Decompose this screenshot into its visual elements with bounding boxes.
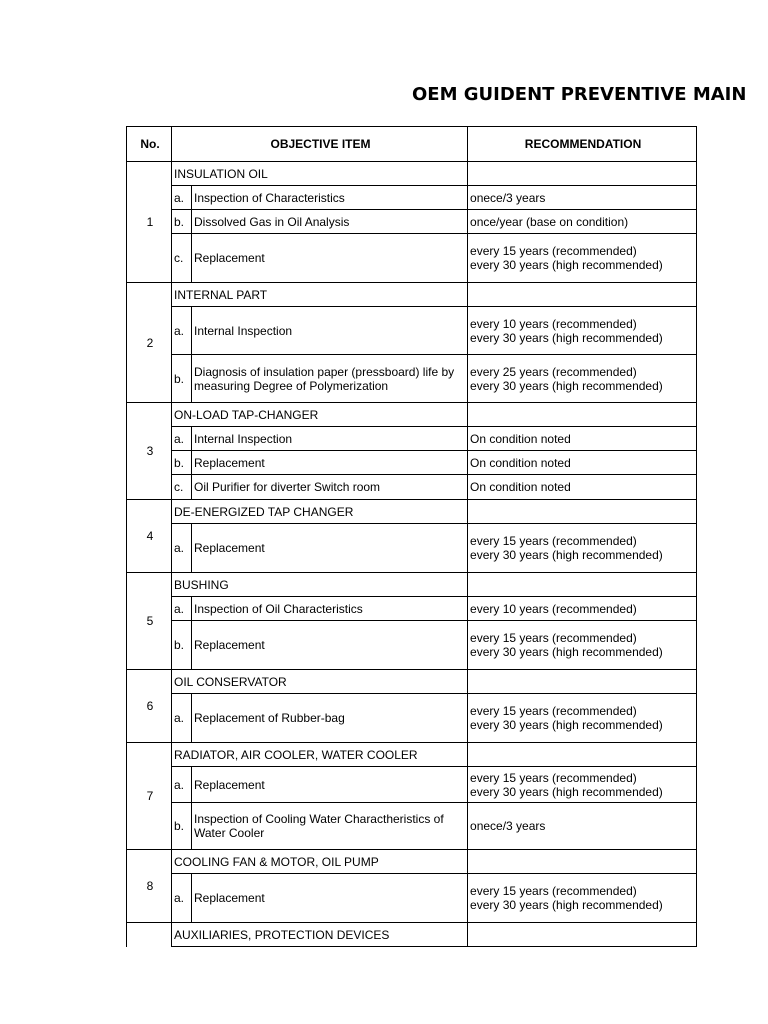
header-row xyxy=(127,127,697,162)
group-heading-row xyxy=(127,500,697,524)
recommendation xyxy=(468,234,697,283)
header-recommendation: RECOMMENDATION xyxy=(468,127,697,162)
group-heading-recommendation xyxy=(468,403,697,427)
table-row xyxy=(127,427,697,451)
item-letter: b. xyxy=(172,803,192,850)
recommendation-line: every 30 years (high recommended) xyxy=(470,718,663,732)
group-heading-row xyxy=(127,743,697,767)
group-heading: AUXILIARIES, PROTECTION DEVICES xyxy=(172,923,468,947)
objective-item: Inspection of Oil Characteristics xyxy=(192,597,468,621)
recommendation-line: every 15 years (recommended) xyxy=(470,884,637,898)
group-number: 8 xyxy=(127,850,172,923)
objective-item: Replacement xyxy=(192,874,468,923)
item-letter: a. xyxy=(172,767,192,803)
recommendation-line: every 10 years (recommended) xyxy=(470,601,637,616)
table-body xyxy=(127,162,697,947)
group-number: 1 xyxy=(127,162,172,283)
recommendation-line: every 15 years (recommended) xyxy=(470,244,637,258)
objective-item: Internal Inspection xyxy=(192,307,468,355)
group-heading-row xyxy=(127,670,697,694)
objective-item: Replacement xyxy=(192,234,468,283)
group-heading-row xyxy=(127,573,697,597)
recommendation xyxy=(468,427,697,451)
item-letter: b. xyxy=(172,355,192,403)
group-heading-recommendation xyxy=(468,500,697,524)
group-heading: INSULATION OIL xyxy=(172,162,468,186)
item-letter: a. xyxy=(172,427,192,451)
recommendation xyxy=(468,210,697,234)
group-heading-recommendation xyxy=(468,670,697,694)
objective-item: Internal Inspection xyxy=(192,427,468,451)
recommendation-line: every 30 years (high recommended) xyxy=(470,784,663,799)
group-heading: ON-LOAD TAP-CHANGER xyxy=(172,403,468,427)
page-bottom-blank xyxy=(126,950,696,1024)
group-heading-recommendation xyxy=(468,923,697,947)
item-letter: a. xyxy=(172,186,192,210)
objective-item: Replacement xyxy=(192,524,468,573)
objective-item: Inspection of Cooling Water Charactheristics of Water Cooler xyxy=(192,803,468,850)
recommendation-line: every 15 years (recommended) xyxy=(470,770,637,785)
recommendation xyxy=(468,621,697,670)
group-heading: RADIATOR, AIR COOLER, WATER COOLER xyxy=(172,743,468,767)
objective-item: Replacement xyxy=(192,621,468,670)
item-letter: c. xyxy=(172,475,192,500)
item-letter: a. xyxy=(172,307,192,355)
group-heading-recommendation xyxy=(468,743,697,767)
recommendation xyxy=(468,597,697,621)
group-heading: BUSHING xyxy=(172,573,468,597)
item-letter: b. xyxy=(172,210,192,234)
table-row xyxy=(127,355,697,403)
group-number: 3 xyxy=(127,403,172,500)
table-row xyxy=(127,621,697,670)
recommendation xyxy=(468,524,697,573)
group-heading: COOLING FAN & MOTOR, OIL PUMP xyxy=(172,850,468,874)
table-row xyxy=(127,874,697,923)
recommendation-line: On condition noted xyxy=(470,431,571,446)
item-letter: a. xyxy=(172,874,192,923)
recommendation xyxy=(468,874,697,923)
recommendation xyxy=(468,694,697,743)
header-no: No. xyxy=(127,127,172,162)
table-row xyxy=(127,694,697,743)
recommendation xyxy=(468,803,697,850)
group-heading: DE-ENERGIZED TAP CHANGER xyxy=(172,500,468,524)
objective-item: Diagnosis of insulation paper (pressboard) life by measuring Degree of Polymerization xyxy=(192,355,468,403)
item-letter: b. xyxy=(172,621,192,670)
group-number: 2 xyxy=(127,283,172,403)
recommendation-line: every 10 years (recommended) xyxy=(470,316,637,331)
document-title: OEM GUIDENT PREVENTIVE MAIN xyxy=(412,84,747,105)
table-row xyxy=(127,210,697,234)
table-row xyxy=(127,307,697,355)
header-objective-item: OBJECTIVE ITEM xyxy=(172,127,468,162)
recommendation-line: every 30 years (high recommended) xyxy=(470,645,663,659)
group-heading-row xyxy=(127,923,697,947)
recommendation-line: every 30 years (high recommended) xyxy=(470,378,663,393)
recommendation-line: every 30 years (high recommended) xyxy=(470,258,663,272)
objective-item: Replacement xyxy=(192,451,468,475)
recommendation-line: On condition noted xyxy=(470,455,571,470)
recommendation-line: every 30 years (high recommended) xyxy=(470,898,663,912)
group-heading-row xyxy=(127,283,697,307)
table-row xyxy=(127,186,697,210)
table-row xyxy=(127,234,697,283)
table-row xyxy=(127,803,697,850)
objective-item: Inspection of Characteristics xyxy=(192,186,468,210)
recommendation-line: every 30 years (high recommended) xyxy=(470,548,663,562)
maintenance-table xyxy=(126,126,697,947)
recommendation-line: every 30 years (high recommended) xyxy=(470,330,663,345)
group-heading-row xyxy=(127,403,697,427)
group-number: 6 xyxy=(127,670,172,743)
recommendation xyxy=(468,475,697,500)
item-letter: a. xyxy=(172,694,192,743)
recommendation-line: onece/3 years xyxy=(470,819,546,833)
group-number: 5 xyxy=(127,573,172,670)
item-letter: c. xyxy=(172,234,192,283)
group-heading-row xyxy=(127,162,697,186)
objective-item: Replacement of Rubber-bag xyxy=(192,694,468,743)
recommendation-line: every 15 years (recommended) xyxy=(470,631,637,645)
objective-item: Oil Purifier for diverter Switch room xyxy=(192,475,468,500)
group-heading: OIL CONSERVATOR xyxy=(172,670,468,694)
recommendation-line: onece/3 years xyxy=(470,190,546,205)
recommendation-line: every 15 years (recommended) xyxy=(470,704,637,718)
recommendation-line: every 25 years (recommended) xyxy=(470,364,637,379)
recommendation xyxy=(468,767,697,803)
table-row xyxy=(127,524,697,573)
table-row xyxy=(127,451,697,475)
group-heading: INTERNAL PART xyxy=(172,283,468,307)
group-heading-row xyxy=(127,850,697,874)
objective-item: Dissolved Gas in Oil Analysis xyxy=(192,210,468,234)
item-letter: b. xyxy=(172,451,192,475)
group-heading-recommendation xyxy=(468,162,697,186)
recommendation xyxy=(468,186,697,210)
item-letter: a. xyxy=(172,597,192,621)
table-row xyxy=(127,767,697,803)
group-number xyxy=(127,923,172,947)
item-letter: a. xyxy=(172,524,192,573)
table-row xyxy=(127,475,697,500)
table-row xyxy=(127,597,697,621)
recommendation-line: every 15 years (recommended) xyxy=(470,534,637,548)
recommendation xyxy=(468,355,697,403)
group-heading-recommendation xyxy=(468,573,697,597)
recommendation xyxy=(468,451,697,475)
recommendation-line: once/year (base on condition) xyxy=(470,214,629,229)
group-heading-recommendation xyxy=(468,283,697,307)
group-number: 4 xyxy=(127,500,172,573)
recommendation xyxy=(468,307,697,355)
group-heading-recommendation xyxy=(468,850,697,874)
recommendation-line: On condition noted xyxy=(470,480,571,494)
objective-item: Replacement xyxy=(192,767,468,803)
group-number: 7 xyxy=(127,743,172,850)
